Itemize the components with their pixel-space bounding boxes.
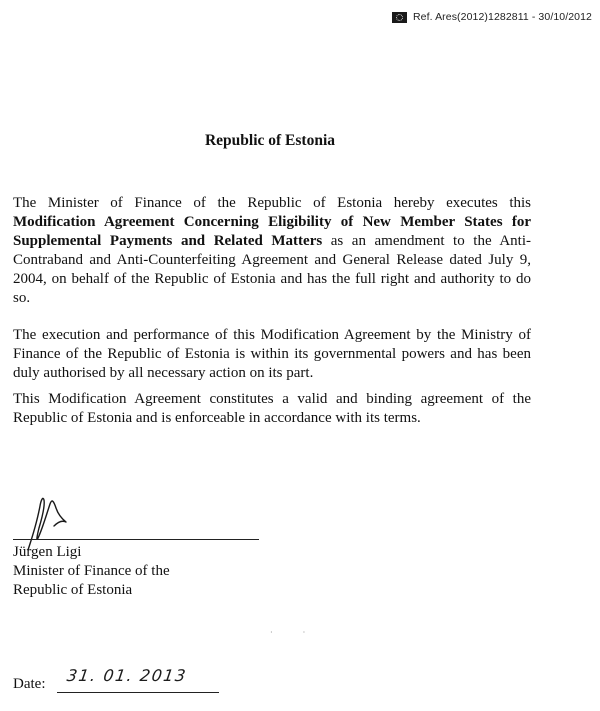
document-title: Republic of Estonia <box>204 132 336 149</box>
signature-line <box>13 539 259 540</box>
paragraph-execution-rest: as an amendment to the Anti-Contraband and Anti-Counterfeiting Agreement and General Release dated July 9, 2004, on behalf of the Republic of Estonia and has the full right and authority to do so. <box>13 233 531 306</box>
paragraph-authorisation: The execution and performance of this Modification Agreement by the Ministry of Finance of the Republic of Estonia is within its governmental powers and has been duly authorised by all necessary action on its part. <box>13 327 531 381</box>
scan-specks: · · <box>270 628 320 637</box>
eu-flag-icon <box>392 12 407 23</box>
reference-text: Ref. Ares(2012)1282811 - 30/10/2012 <box>412 11 592 23</box>
date-label: Date: <box>13 676 46 692</box>
date-field <box>57 666 219 693</box>
signatory-block <box>13 543 170 600</box>
paragraph-validity: This Modification Agreement constitutes a valid and binding agreement of the Republic of Estonia and is enforceable in accordance with its terms. <box>13 391 531 426</box>
paragraph-execution-intro: The Minister of Finance of the Republic of Estonia hereby executes this <box>13 195 531 211</box>
agreement-name: Modification Agreement Concerning Eligibility of New Member States for Supplemental Payments and Related Matters <box>13 214 531 249</box>
paragraph-execution <box>13 194 531 308</box>
date-value-handwritten: 31. 01. 2013 <box>66 666 189 685</box>
signatory-title-line2: Republic of Estonia <box>13 582 133 598</box>
signatory-title-line1: Minister of Finance of the <box>13 563 170 579</box>
reference-stamp <box>392 11 592 23</box>
date-row <box>13 666 219 693</box>
signatory-name: Jürgen Ligi <box>13 544 82 560</box>
